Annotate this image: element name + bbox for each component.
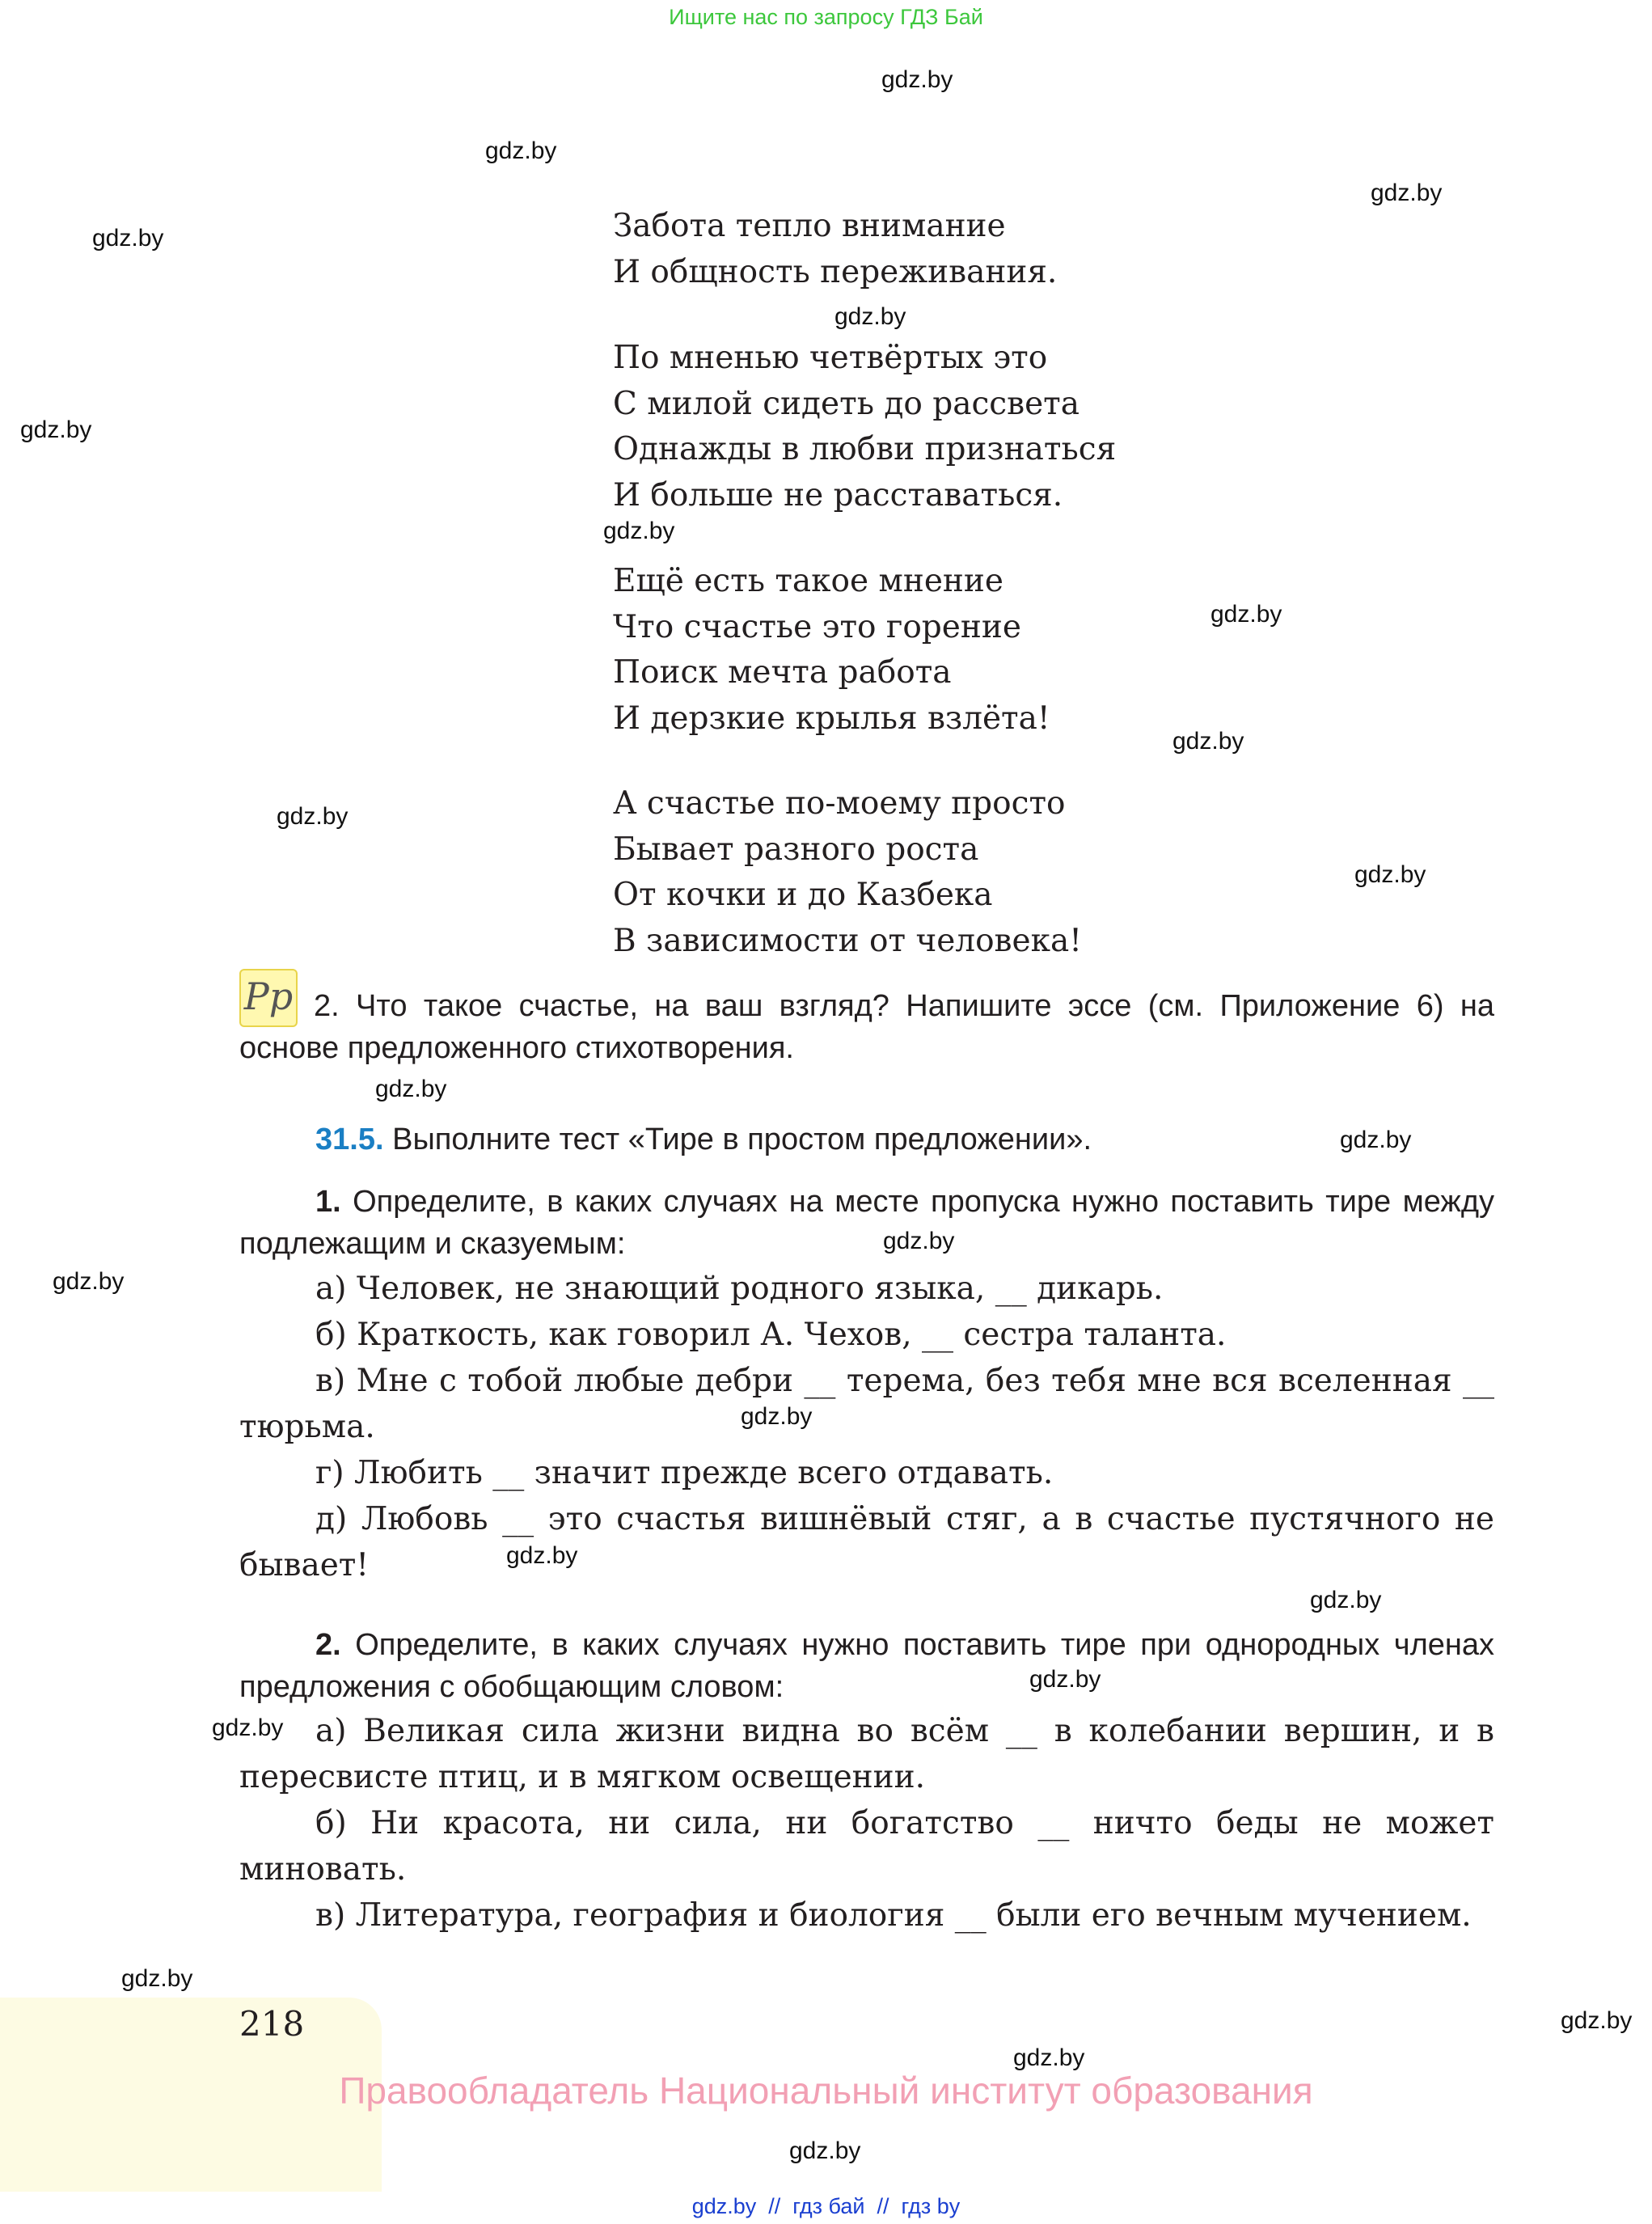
question-1-option: б) Краткость, как говорил А. Чехов, __ сестра таланта. [315,1317,1227,1353]
poem-line: Однажды в любви признаться [613,431,1117,467]
poem-line: От кочки и до Казбека [613,877,993,913]
exercise-header [315,1123,1092,1157]
question-2-number: 2. [315,1628,341,1662]
question-1 [239,1181,1494,1265]
watermark: gdz.by [1210,601,1282,628]
question-2-option: а) Великая сила жизни видна во всём __ в колебании вершин, и в пересвисте птиц, и в мягком освещении. [239,1713,1494,1795]
poem-line: По мненью четвёртых это [613,340,1048,376]
watermark: gdz.by [506,1542,578,1569]
question-2-option: б) Ни красота, ни сила, ни богатство __ ничто беды не может миновать. [239,1805,1494,1888]
copyright-notice: Правообладатель Национальный институт образования [339,2070,1313,2112]
question-1-number: 1. [315,1185,341,1219]
watermark: gdz.by [375,1076,447,1102]
poem-line: С милой сидеть до рассвета [613,385,1080,422]
watermark: gdz.by [212,1715,284,1741]
poem-line: Что счастье это горение [613,608,1021,645]
watermark: gdz.by [1029,1666,1101,1693]
poem-line: И общность переживания. [613,253,1058,290]
watermark: gdz.by [1354,861,1426,888]
watermark: gdz.by [741,1403,813,1430]
poem-stanza [613,336,1116,518]
poem-stanza [613,559,1050,742]
task-2-text: 2. Что такое счастье, на ваш взгляд? Напишите эссе (см. Приложение 6) на основе предложенного стихотворения. [239,989,1494,1065]
question-1-text: Определите, в каких случаях на месте пропуска нужно поставить тире между подлежащим и сказуемым: [239,1185,1494,1261]
watermark: gdz.by [121,1965,193,1992]
watermark: gdz.by [1561,2007,1633,2034]
poem-line: И больше не расставаться. [613,476,1063,514]
search-banner[interactable]: Ищите нас по запросу ГДЗ Бай [669,5,983,29]
poem-line: Забота тепло внимание [613,208,1006,244]
question-1-option: г) Любить __ значит прежде всего отдавать. [315,1455,1054,1491]
watermark: gdz.by [1172,728,1244,755]
watermark: gdz.by [485,137,557,164]
watermark: gdz.by [1371,180,1443,206]
poem-line: Поиск мечта работа [613,654,952,691]
poem-line: Бывает разного роста [613,831,979,868]
poem-line: В зависимости от человека! [613,922,1082,959]
watermark: gdz.by [883,1228,955,1254]
watermark: gdz.by [1310,1587,1382,1613]
page-number: 218 [239,2004,305,2044]
question-1-option: в) Мне с тобой любые дебри __ терема, без тебя мне вся вселенная __ тюрьма. [239,1363,1494,1445]
poem-stanza [613,204,1057,295]
watermark: gdz.by [92,225,164,252]
question-2 [239,1624,1494,1708]
question-2-option: в) Литература, география и биология __ были его вечным мучением. [315,1897,1472,1934]
watermark: gdz.by [1013,2044,1085,2071]
footer-links[interactable]: gdz.by // гдз бай // гдз by [691,2194,961,2218]
watermark: gdz.by [881,66,953,93]
speech-development-icon: Pp [239,969,298,1027]
watermark: gdz.by [834,303,906,330]
watermark: gdz.by [603,518,675,544]
poem-line: А счастье по-моему просто [613,785,1066,822]
question-1-option: а) Человек, не знающий родного языка, __ дикарь. [315,1271,1164,1307]
watermark: gdz.by [20,416,92,443]
poem-line: Ещё есть такое мнение [613,563,1003,599]
question-2-text: Определите, в каких случаях нужно поставить тире при однородных членах предложения с обобщающим словом: [239,1628,1494,1704]
poem-line: И дерзкие крылья взлёта! [613,700,1050,737]
watermark: gdz.by [277,803,349,830]
question-1-option: д) Любовь __ это счастья вишнёвый стяг, а в счастье пустячного не бывает! [239,1501,1494,1583]
watermark: gdz.by [789,2137,861,2164]
watermark: gdz.by [53,1268,125,1295]
exercise-number: 31.5. [315,1123,384,1156]
exercise-title: Выполните тест «Тире в простом предложении». [392,1123,1092,1156]
poem-stanza [613,781,1082,964]
watermark: gdz.by [1340,1127,1412,1153]
